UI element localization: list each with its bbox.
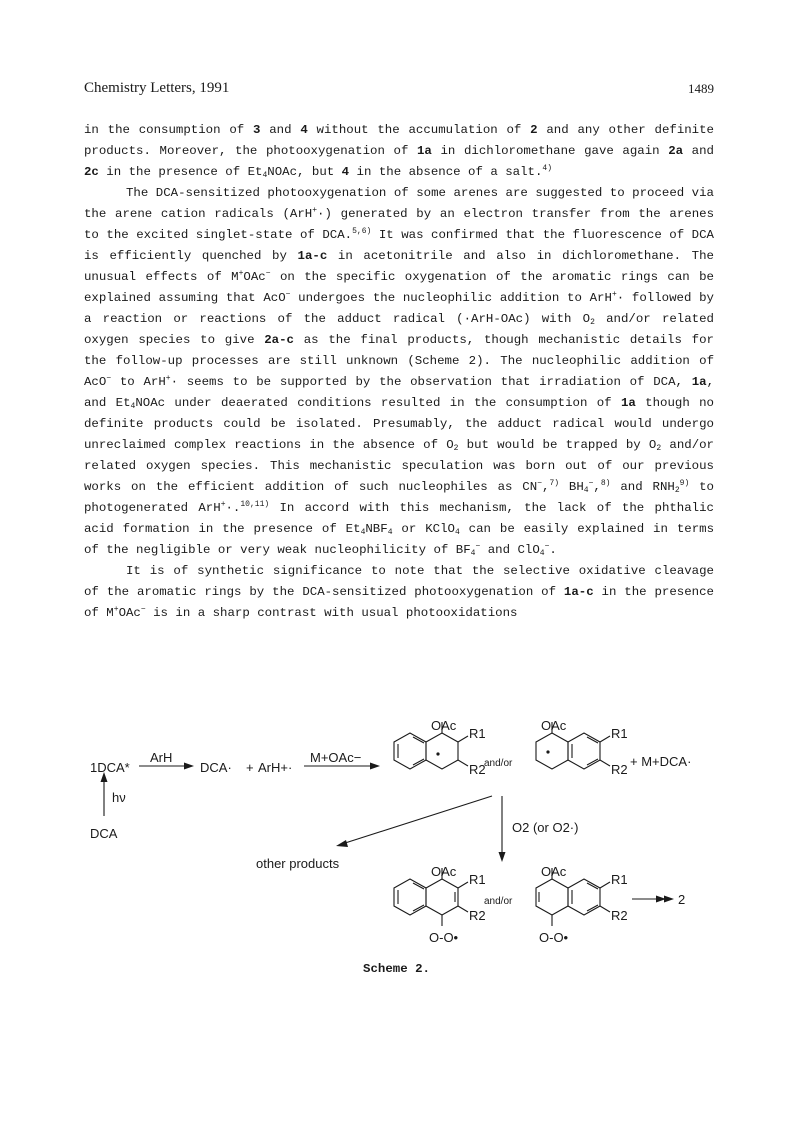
text-segment: in the absence of a salt. [349,165,543,179]
arh-arrowhead [184,763,194,770]
r1-label-d: R1 [611,872,628,887]
text-segment: · seems to be supported by the observation that irradiation of DCA, [170,375,692,389]
text-segment: 2c [84,165,99,179]
text-segment: 4 [454,528,460,537]
text-segment: 2a-c [264,333,294,347]
r2-label-d: R2 [611,908,628,923]
radical-dot-a [436,752,439,755]
text-segment: 4 [130,402,136,411]
text-segment: + [113,605,119,614]
oac-label-b: OAc [541,718,567,733]
text-segment: 4 [300,123,308,137]
salt-product: + M+DCA· [630,754,692,769]
oac-label-c: OAc [431,864,457,879]
and-or-top: and/or [484,758,513,769]
oac-arrowhead [370,763,380,770]
r2-label-b: R2 [611,762,628,777]
text-segment: 1a [417,144,432,158]
text-segment: on the specific oxygenation of the aromatic rings can be explained assuming that AcO [84,270,714,305]
text-segment: can be easily explained in terms of the negligible or very weak nucleophilicity of BF [84,522,715,557]
r2-label-c: R2 [469,908,486,923]
reagent-label: M+OAc− [310,750,362,765]
text-segment: or KClO [392,522,455,536]
text-segment: in acetonitrile and also in dichloromethane. The unusual effects of M [84,249,714,284]
text-segment: 4 [387,528,393,537]
text-segment: 4) [542,164,553,173]
oac-label-a: OAc [431,718,457,733]
text-segment: 2 [656,444,662,453]
text-segment: − [140,605,146,614]
running-header [84,80,714,100]
text-segment: 2a [668,144,684,158]
text-segment: in dichloromethane gave again [431,144,669,158]
text-segment: and RNH [610,480,675,494]
arh-radical-cation: ArH+· [258,760,293,775]
text-segment: NBF [365,522,388,536]
text-segment: + [220,500,226,509]
text-segment: . [549,543,557,557]
text-segment: though no definite products could be isolated. Presumably, the adduct radical would undergo unreclaimed complex reactions in the absence of O [84,396,714,452]
arh-label: ArH [150,750,173,765]
text-segment: 1a-c [297,249,328,263]
body-text [84,120,714,624]
text-segment: 2 [674,486,680,495]
text-segment: undergoes the nucleophilic addition to ArH [290,291,612,305]
hv-label: hν [112,790,126,805]
text-segment: 1a [691,375,707,389]
text-segment: and any other definite products. Moreover, the photooxygenation of [84,123,714,158]
peroxy-label-c: O-O• [429,930,459,945]
text-segment: − [475,542,481,551]
text-segment: 4 [470,549,476,558]
text-segment: without the accumulation of [307,123,531,137]
text-segment: 2 [590,318,595,327]
text-segment: 7) [549,479,560,488]
plus-sign: + [246,760,254,775]
text-segment: + [312,206,318,215]
text-segment: It is of synthetic significance to note that the selective oxidative cleavage of the aromatic rings by the DCA-sensitized photooxygenation of [84,564,714,599]
text-segment: 1a-c [563,585,594,599]
text-segment: to photogenerated ArH [84,480,714,515]
text-segment: + [238,269,244,278]
text-segment: 3 [252,123,261,137]
text-segment: to ArH [111,375,166,389]
text-segment: 4 [539,549,545,558]
text-segment: ·. [225,501,241,515]
o2-label: O2 (or O2·) [512,820,579,835]
text-segment: 9) [679,479,690,488]
text-segment: 4 [583,486,589,495]
text-segment: and [260,123,301,137]
text-segment: + [165,374,171,383]
text-segment: in the presence of M [84,585,714,620]
text-segment: and ClO [480,543,540,557]
other-products-arrowhead [336,840,348,847]
text-segment: 4 [360,528,366,537]
r1-label-b: R1 [611,726,628,741]
text-segment: OAc [118,606,141,620]
text-segment: 8) [600,479,611,488]
text-segment: 2 [453,444,459,453]
o2-arrowhead [499,852,506,862]
text-segment: − [106,374,112,383]
text-segment: , [542,480,550,494]
r1-label-c: R1 [469,872,486,887]
scheme-caption: Scheme 2. [363,962,430,976]
journal-name: Chemistry Letters, 1991 [84,80,230,96]
text-segment: is in a sharp contrast with usual photooxidations [145,606,518,620]
text-segment: + [611,290,617,299]
text-segment: − [265,269,271,278]
text-segment: NOAc, but [267,165,342,179]
text-segment: but would be trapped by O [458,438,657,452]
text-segment: 5,6) [352,227,372,236]
text-segment: The DCA-sensitized photooxygenation of some arenes are suggested to proceed via the arene cation radicals (ArH [84,186,714,221]
text-segment: 10,11) [240,500,270,509]
paragraph-1 [84,120,714,183]
text-segment: It was confirmed that the fluorescence of DCA is efficiently quenched by [84,228,714,263]
text-segment: − [537,479,542,488]
text-segment: NOAc under deaerated conditions resulted in the consumption of [135,396,621,410]
text-segment: In accord with this mechanism, the lack of the phthalic acid formation in the presence of Et [84,501,714,536]
peroxy-label-d: O-O• [539,930,569,945]
r1-label-a: R1 [469,726,486,741]
r2-label-a: R2 [469,762,486,777]
text-segment: · followed by a reaction or reactions of the adduct radical (·ArH-OAc) with O [84,291,714,326]
page-number: 1489 [688,81,714,96]
text-segment: , and Et [84,375,714,410]
oac-label-d: OAc [541,864,567,879]
text-segment: − [544,542,550,551]
text-segment: as the final products, though mechanistic details for the follow-up processes are still unknown (Scheme 2). The nucleophilic addition of AcO [84,333,714,389]
text-segment: − [285,290,291,299]
text-segment: , [593,480,601,494]
text-segment: BH [559,480,584,494]
paragraph-3 [84,561,714,624]
radical-dot-b [546,750,549,753]
text-segment: in the consumption of [84,123,253,137]
text-segment: − [588,479,594,488]
text-segment: 4 [341,165,350,179]
scheme-2-figure [84,716,724,956]
final-product: 2 [678,892,686,907]
text-segment: 2 [530,123,538,137]
text-segment: 4 [262,171,268,180]
other-products-arrow [342,796,492,844]
text-segment: 1a [620,396,636,410]
dca-ground-state: DCA [90,826,118,841]
other-products-label: other products [256,856,340,871]
dca-radical-anion: DCA· [200,760,232,775]
text-segment: in the presence of Et [98,165,263,179]
reaction-scheme [84,716,724,956]
text-segment: and/or related oxygen species. This mechanistic speculation was born out of our previous works on the efficient addition of such nucleophiles as CN [84,438,714,494]
and-or-bottom: and/or [484,896,513,907]
text-segment: OAc [243,270,266,284]
text-segment: and [683,144,714,158]
text-segment: and/or related oxygen species to give [84,312,714,347]
sensitizer-excited: 1DCA* [90,760,130,775]
text-segment: ·) generated by an electron transfer from the arenes to the excited singlet-state of DCA. [84,207,714,242]
paragraph-2 [84,183,714,561]
